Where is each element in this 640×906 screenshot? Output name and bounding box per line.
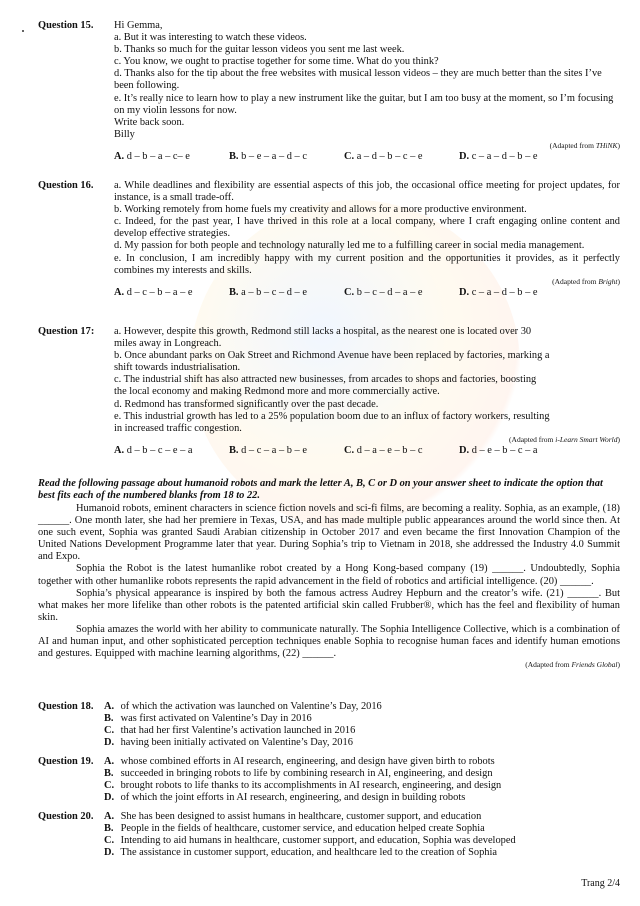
option-a[interactable]: A. of which the activation was launched on Valentine’s Day, 2016 [104, 701, 382, 712]
answer-options [104, 811, 620, 859]
option-d[interactable]: D. The assistance in customer support, education, and healthcare led to the creation of Sophia [104, 847, 497, 859]
question-label: Question 20. [38, 811, 94, 822]
option-a[interactable]: A. whose combined efforts in AI research, engineering, and design have given birth to robots [104, 756, 495, 767]
option-c[interactable]: C. b – c – d – a – e [344, 286, 423, 298]
sentence-a: a. However, despite this growth, Redmond still lacks a hospital, as the nearest one is located over 30 miles away in Longreach. [114, 326, 532, 350]
answer-options [104, 701, 620, 749]
option-c[interactable]: C. Intending to aid humans in healthcare, customer support, and education, Sophia was developed [104, 835, 516, 847]
passage-paragraph: Sophia the Robot is the latest humanlike robot created by a Hong Kong-based company (19) ______. Undoubtedly, Sophia together with other humanlike robots represents the rapid advancement in the field of robotics and artificial intelligence. (20) ______. [38, 563, 620, 587]
question-15 [38, 20, 620, 163]
source-note: (Adapted from THiNK) [549, 140, 620, 150]
letter-line: c. You know, we ought to practise together for some time. What do you think? [114, 56, 439, 68]
answer-options [114, 287, 620, 299]
sentence-a: a. While deadlines and flexibility are essential aspects of this job, the occasional office meeting for project updates, for instance, is a small trade-off. [114, 180, 620, 204]
question-19 [38, 756, 620, 804]
sentence-d: d. Redmond has transformed significantly over the past decade. [114, 398, 379, 410]
question-17 [38, 326, 620, 457]
option-a[interactable]: A. d – b – c – e – a [114, 444, 193, 456]
letter-line: Billy [114, 128, 135, 140]
question-16 [38, 180, 620, 299]
answer-options [114, 445, 620, 457]
sentence-b: b. Working remotely from home fuels my creativity and allows for a more productive environment. [114, 204, 527, 216]
reading-passage [38, 503, 620, 669]
answer-options [114, 151, 620, 163]
option-b[interactable]: B. b – e – a – d – c [229, 150, 307, 162]
question-label: Question 19. [38, 756, 94, 767]
option-d[interactable]: D. c – a – d – b – e [459, 150, 538, 162]
letter-line: d. Thanks also for the tip about the free websites with musical lesson videos – they are much better than the sites I’ve been following. [114, 68, 602, 92]
option-b[interactable]: B. d – c – a – b – e [229, 444, 307, 456]
option-d[interactable]: D. d – e – b – c – a [459, 444, 538, 456]
passage-paragraph: Sophia’s physical appearance is inspired by both the famous actress Audrey Hepburn and the creator’s wife. (21) ______. But what makes her more lifelike than other robots is the patented artificial skin called Frubber®, which has the feel and flexibility of human skin. [38, 587, 620, 623]
option-d[interactable]: D. having been initially activated on Valentine’s Day, 2016 [104, 737, 353, 749]
letter-line: Hi Gemma, [114, 20, 163, 31]
sentence-b: b. Once abundant parks on Oak Street and Richmond Avenue have been replaced by factories, marking a shift towards industrialisation. [114, 350, 550, 374]
answer-options [104, 756, 620, 804]
source-note: (Adapted from Bright) [552, 276, 620, 286]
option-c[interactable]: C. a – d – b – c – e [344, 150, 423, 162]
question-20 [38, 811, 620, 859]
option-a[interactable]: A. d – c – b – a – e [114, 286, 193, 298]
question-label: Question 17: [38, 326, 95, 337]
question-body [114, 180, 620, 299]
sentence-c: c. Indeed, for the past year, I have thrived in this role at a local company, where I craft engaging online content and develop effective strategies. [114, 216, 620, 240]
option-c[interactable]: C. brought robots to life thanks to its accomplishments in AI research, engineering, and design [104, 780, 502, 792]
question-body [114, 326, 620, 435]
sentence-e: e. In conclusion, I am incredibly happy with my current position and the opportunities it provides, as it perfectly combines my interests and skills. [114, 252, 620, 276]
page-number: Trang 2/4 [581, 878, 620, 889]
letter-line: b. Thanks so much for the guitar lesson videos you sent me last week. [114, 44, 405, 56]
letter-line: Write back soon. [114, 116, 185, 128]
question-label: Question 15. [38, 20, 94, 31]
option-b[interactable]: B. a – b – c – d – e [229, 286, 307, 298]
passage-paragraph: Sophia amazes the world with her ability to communicate naturally. The Sophia Intelligence Collective, which is a combination of AI and human input, and other sophisticated perception techniques enable Sophia to recognise human faces and identify human emotions and gestures. Equipped with machine learning algorithms, (22) ______. [38, 623, 620, 660]
source-note: (Adapted from i-Learn Smart World) [509, 434, 620, 444]
passage-instruction: Read the following passage about humanoid robots and mark the letter A, B, C or D on your answer sheet to indicate the option that best fits each of the numbered blanks from 18 to 22. [38, 478, 603, 501]
sentence-c: c. The industrial shift has also attracted new businesses, from arcades to shops and factories, boosting the local economy and making Redmond more and more commercially active. [114, 374, 537, 398]
scan-speck [22, 30, 24, 32]
option-d[interactable]: D. of which the joint efforts in AI research, engineering, and design in building robots [104, 792, 466, 804]
question-body [114, 20, 620, 163]
option-b[interactable]: B. was first activated on Valentine’s Day in 2016 [104, 713, 312, 725]
source-note: (Adapted from Friends Global) [525, 660, 620, 670]
question-18 [38, 701, 620, 749]
question-footer [114, 435, 620, 457]
letter-line: a. But it was interesting to watch these videos. [114, 32, 307, 44]
option-d[interactable]: D. c – a – d – b – e [459, 286, 538, 298]
letter-line: e. It’s really nice to learn how to play a new instrument like the guitar, but I am too busy at the moment, so I’m focusing on my violin lessons for now. [114, 92, 614, 116]
option-a[interactable]: A. She has been designed to assist humans in healthcare, customer support, and education [104, 811, 482, 822]
sentence-d: d. My passion for both people and technology naturally led me to a fulfilling career in social media management. [114, 240, 585, 252]
option-b[interactable]: B. People in the fields of healthcare, customer service, and education helped create Sophia [104, 823, 485, 835]
option-b[interactable]: B. succeeded in bringing robots to life by combining research in AI, engineering, and design [104, 768, 493, 780]
sentence-e: e. This industrial growth has led to a 25% population boom due to an influx of factory workers, resulting in increased traffic congestion. [114, 410, 550, 434]
question-label: Question 18. [38, 701, 94, 712]
question-label: Question 16. [38, 180, 94, 191]
passage-paragraph: Humanoid robots, eminent characters in science fiction novels and sci-fi films, are becoming a reality. Sophia, as an example, (18) ______. One month later, she had her premiere in Texas, USA, and has made multiple public appearances around the world since then. At one such event, Sophia was granted Saudi Arabian citizenship in October 2017 and even became the first Innovation Champion of the United Nations Development Programme later that year. During Sophia’s trip to Vietnam in 2018, she addressed the Industry 4.0 Summit and Expo. [38, 503, 620, 563]
option-c[interactable]: C. that had her first Valentine’s activation launched in 2016 [104, 725, 356, 737]
option-c[interactable]: C. d – a – e – b – c [344, 444, 423, 456]
option-a[interactable]: A. d – b – a – c– e [114, 150, 190, 162]
